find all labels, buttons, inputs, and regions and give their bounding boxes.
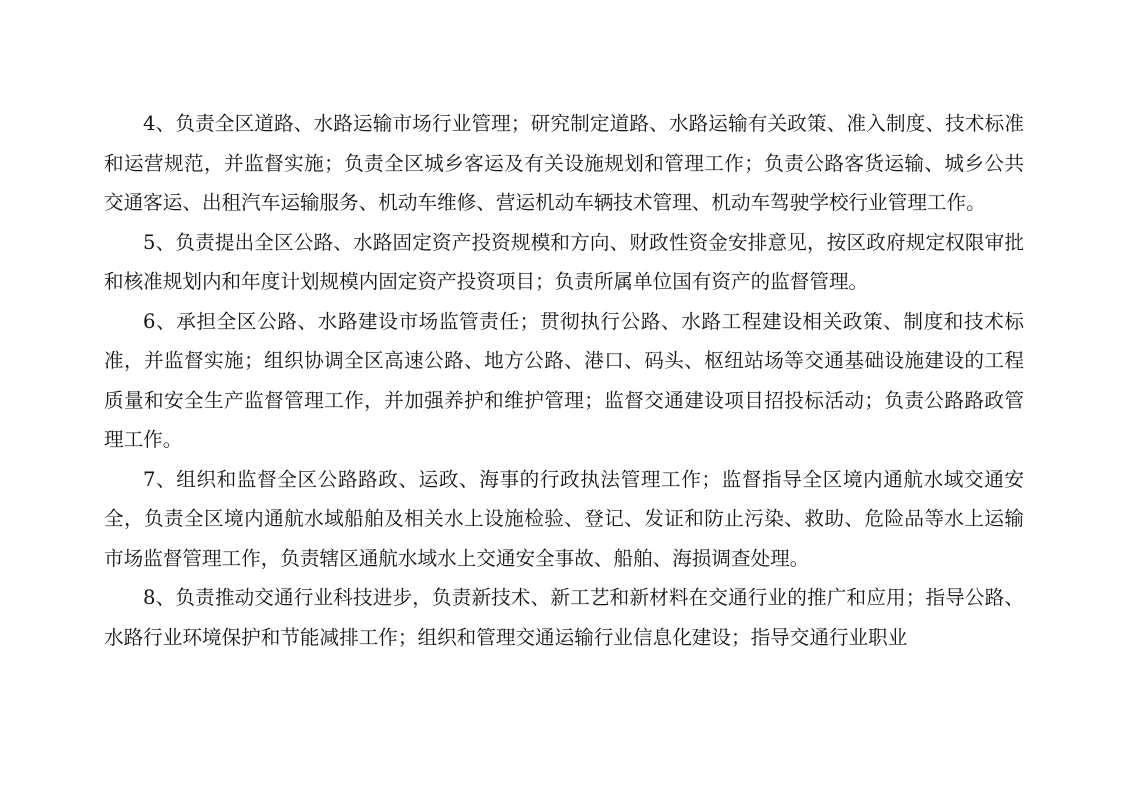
- paragraph-4: 4、负责全区道路、水路运输市场行业管理；研究制定道路、水路运输有关政策、准入制度、技术标准和运营规范，并监督实施；负责全区城乡客运及有关设施规划和管理工作；负责公路客货运输、城乡公共交通客运、出租汽车运输服务、机动车维修、营运机动车辆技术管理、机动车驾驶学校行业管理工作。: [104, 112, 1024, 214]
- paragraph-6: 6、承担全区公路、水路建设市场监管责任；贯彻执行公路、水路工程建设相关政策、制度和技术标准，并监督实施；组织协调全区高速公路、地方公路、港口、码头、枢纽站场等交通基础设施建设的工程质量和安全生产监督管理工作，并加强养护和维护管理；监督交通建设项目招投标活动；负责公路路政管理工作。: [104, 309, 1024, 451]
- document-body: [104, 104, 1024, 657]
- paragraph-5: 5、负责提出全区公路、水路固定资产投资规模和方向、财政性资金安排意见，按区政府规定权限审批和核准规划内和年度计划规模内固定资产投资项目；负责所属单位国有资产的监督管理。: [104, 230, 1024, 293]
- paragraph-8: 8、负责推动交通行业科技进步，负责新技术、新工艺和新材料在交通行业的推广和应用；指导公路、水路行业环境保护和节能减排工作；组织和管理交通运输行业信息化建设；指导交通行业职业: [104, 586, 1024, 649]
- paragraph-7: 7、组织和监督全区公路路政、运政、海事的行政执法管理工作；监督指导全区境内通航水域交通安全，负责全区境内通航水域船舶及相关水上设施检验、登记、发证和防止污染、救助、危险品等水上运输市场监督管理工作，负责辖区通航水域水上交通安全事故、船舶、海损调查处理。: [104, 467, 1024, 570]
